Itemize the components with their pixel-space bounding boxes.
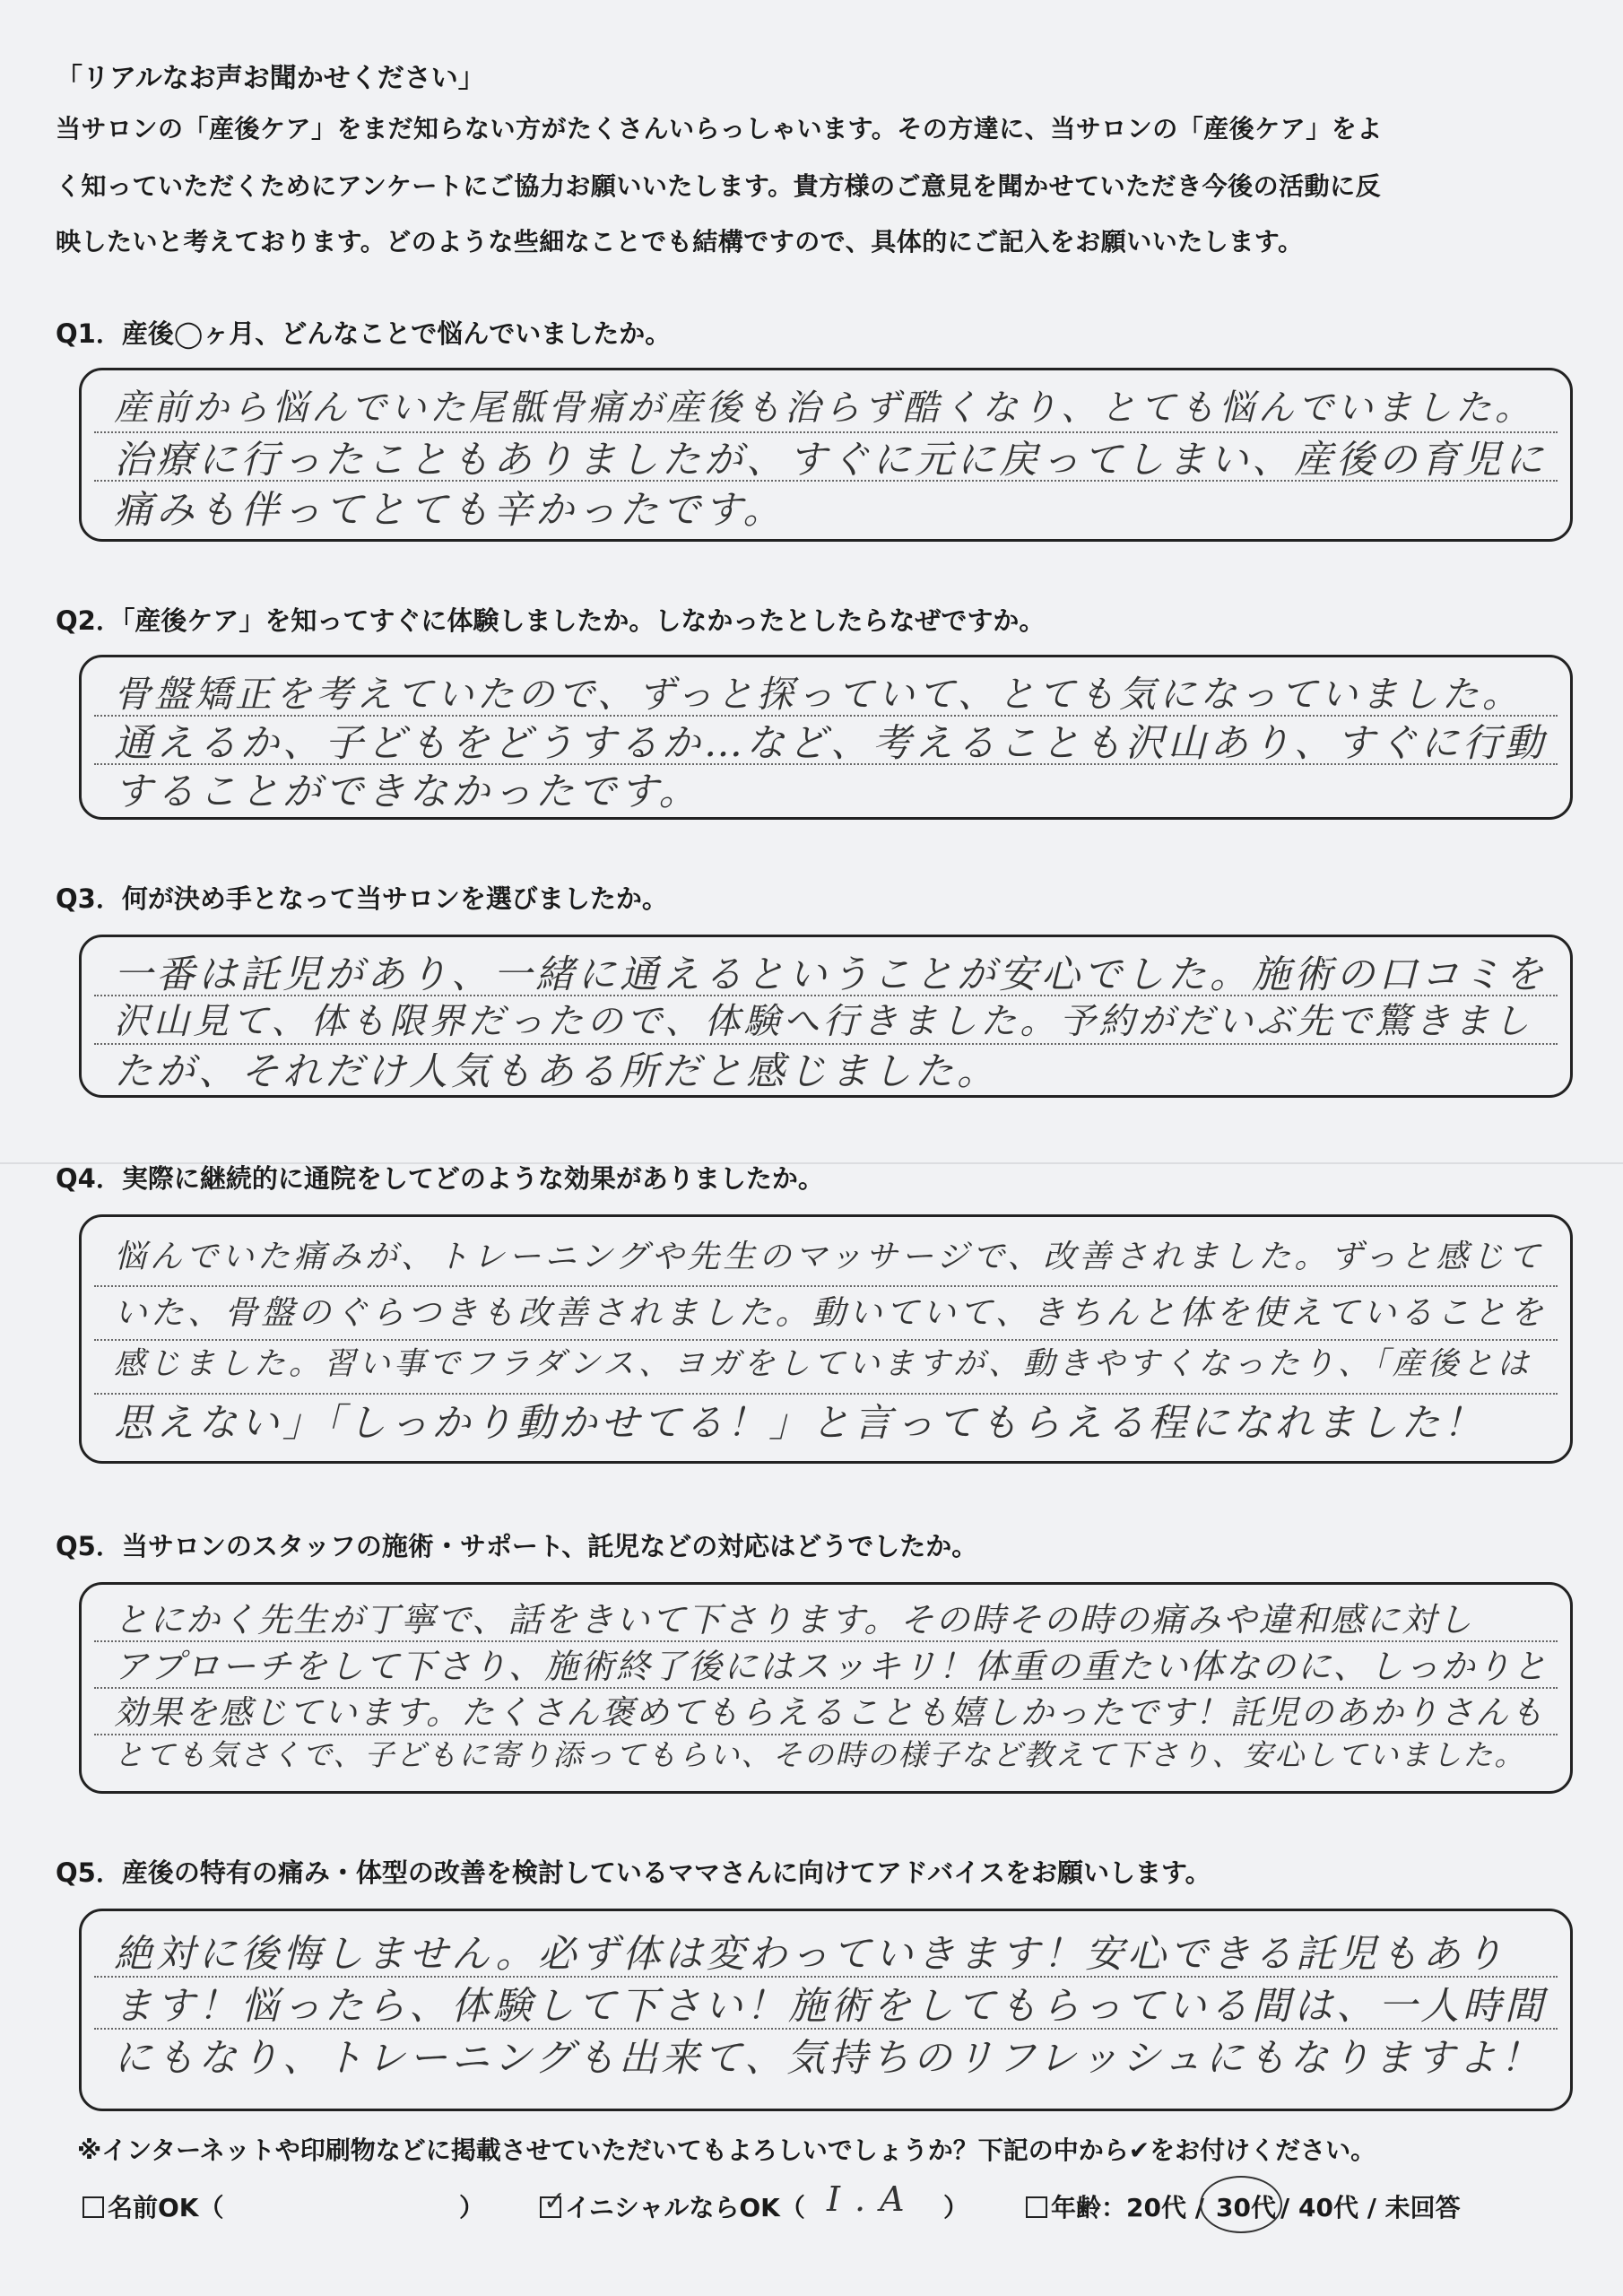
answer-box-3[interactable] xyxy=(79,935,1573,1098)
answer-box-5[interactable] xyxy=(79,1582,1573,1794)
answer-1-line-1: 産前から悩んでいた尾骶骨痛が産後も治らず酷くなり、とても悩んでいました。 xyxy=(114,387,1534,429)
answer-3-line-1: 一番は託児があり、一緒に通えるということが安心でした。施術の口コミを xyxy=(114,952,1547,997)
answer-2-line-3: することができなかったです。 xyxy=(114,770,701,814)
question-1-label: Q1．産後◯ヶ月、どんなことで悩んでいましたか。 xyxy=(56,318,672,349)
age-rest: / 40代 / 未回答 xyxy=(1280,2193,1461,2222)
answer-box-2[interactable] xyxy=(79,655,1573,820)
answer-box-4[interactable] xyxy=(79,1214,1573,1464)
intro-line-1: 当サロンの「産後ケア」をまだ知らない方がたくさんいらっしゃいます。その方達に、当サロンの「産後ケア」をよ xyxy=(56,114,1383,144)
publication-consent-note: ※インターネットや印刷物などに掲載させていただいてもよろしいでしょうか？下記の中から✔をお付けください。 xyxy=(77,2135,1376,2165)
answer-6-line-1: 絶対に後悔しません。必ず体は変わっていきます！安心できる託児もあり xyxy=(114,1932,1507,1977)
question-3-label: Q3．何が決め手となって当サロンを選びましたか。 xyxy=(56,883,668,914)
name-ok-label: 名前OK（ xyxy=(108,2193,224,2222)
answer-6-line-3: にもなり、トレーニングも出来て、気持ちのリフレッシュにもなりますよ！ xyxy=(114,2036,1543,2081)
age-checkbox[interactable] xyxy=(1026,2196,1047,2218)
answer-5-line-4: とても気さくで、子どもに寄り添ってもらい、その時の様子など教えて下さり、安心していました。 xyxy=(114,1737,1526,1772)
check-mark-icon: ✓ xyxy=(543,2186,567,2217)
name-ok-option[interactable] xyxy=(82,2188,224,2224)
answer-5-line-1: とにかく先生が丁寧で、話をきいて下さります。その時その時の痛みや違和感に対し xyxy=(114,1600,1474,1639)
question-5-label: Q5．当サロンのスタッフの施術・サポート、託児などの対応はどうでしたか。 xyxy=(56,1531,978,1561)
answer-5-line-2: アプローチをして下さり、施術終了後にはスッキリ！体重の重たい体なのに、しっかりと xyxy=(114,1647,1549,1686)
answer-box-1[interactable] xyxy=(79,368,1573,542)
answer-4-line-3: 感じました。習い事でフラダンス、ヨガをしていますが、動きやすくなったり、「産後とは xyxy=(114,1346,1532,1382)
initial-ok-close: ） xyxy=(943,2193,969,2222)
age-selected: 30代 xyxy=(1216,2193,1276,2222)
answer-3-line-2: 沢山見て、体も限界だったので、体験へ行きました。予約がだいぶ先で驚きまし xyxy=(114,1001,1533,1042)
initial-value: I.A xyxy=(827,2179,919,2219)
age-label: 年齢：20代 / xyxy=(1051,2193,1204,2222)
name-ok-close: ） xyxy=(459,2193,485,2222)
answer-2-line-2: 通えるか、子どもをどうするか…など、考えることも沢山あり、すぐに行動 xyxy=(114,721,1547,766)
answer-1-line-3: 痛みも伴ってとても辛かったです。 xyxy=(114,488,785,533)
answer-1-line-2: 治療に行ったこともありましたが、すぐに元に戻ってしまい、産後の育児に xyxy=(114,438,1547,483)
answer-box-6[interactable] xyxy=(79,1909,1573,2111)
initial-ok-label: イニシャルならOK（ xyxy=(565,2193,805,2222)
answer-3-line-3: たが、それだけ人気もある所だと感じました。 xyxy=(114,1049,999,1094)
answer-4-line-4: 思えない」「しっかり動かせてる！」と言ってもらえる程になれました！ xyxy=(114,1401,1486,1446)
age-selection-circle xyxy=(1200,2176,1282,2233)
intro-line-3: 映したいと考えております。どのような些細なことでも結構ですので、具体的にご記入をお願いいたします。 xyxy=(56,227,1304,257)
answer-2-line-1: 骨盤矯正を考えていたので、ずっと探っていて、とても気になっていました。 xyxy=(114,673,1523,716)
initial-ok-option[interactable] xyxy=(540,2188,805,2224)
name-ok-checkbox[interactable] xyxy=(82,2196,104,2218)
age-option[interactable] xyxy=(1026,2188,1204,2224)
initial-ok-checkbox[interactable] xyxy=(540,2186,567,2218)
question-2-label: Q2．「産後ケア」を知ってすぐに体験しましたか。しなかったとしたらなぜですか。 xyxy=(56,605,1046,636)
question-6-label: Q5．産後の特有の痛み・体型の改善を検討しているママさんに向けてアドバイスをお願いします。 xyxy=(56,1857,1211,1888)
page-title: 「リアルなお声お聞かせください」 xyxy=(56,63,485,94)
intro-line-2: く知っていただくためにアンケートにご協力お願いいたします。貴方様のご意見を聞かせていただき今後の活動に反 xyxy=(56,171,1382,201)
question-4-label: Q4．実際に継続的に通院をしてどのような効果がありましたか。 xyxy=(56,1163,824,1194)
answer-6-line-2: ます！悩ったら、体験して下さい！施術をしてもらっている間は、一人時間 xyxy=(114,1984,1547,2029)
answer-5-line-3: 効果を感じています。たくさん褒めてもらえることも嬉しかったです！託児のあかりさんも xyxy=(114,1693,1546,1732)
answer-4-line-2: いた、骨盤のぐらつきも改善されました。動いていて、きちんと体を使えていることを xyxy=(114,1293,1547,1332)
answer-4-line-1: 悩んでいた痛みが、トレーニングや先生のマッサージで、改善されました。ずっと感じて xyxy=(114,1239,1544,1275)
